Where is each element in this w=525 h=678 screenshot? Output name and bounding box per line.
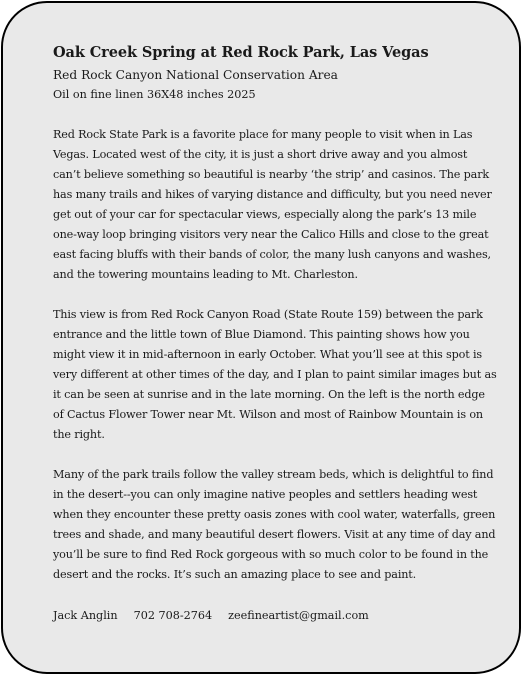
contact-line — [53, 606, 498, 626]
description-card — [1, 1, 521, 674]
paragraph-intro: Red Rock State Park is a favorite place for many people to visit when in Las Vegas. Located west of the city, it is just a short drive away and you almost can’t believe something so beautiful is nearby ‘the strip’ and casinos. The park has many trails and hikes of varying distance and difficulty, but you need never get out of your car for spectacular views, especially along the park’s 13 mile one-way loop bringing visitors very near the Calico Hills and close to the great east facing bluffs with their bands of color, the many lush canyons and washes, and the towering mountains leading to Mt. Charleston. — [53, 128, 492, 281]
card-content — [53, 43, 498, 626]
paragraph-trails: Many of the park trails follow the valley stream beds, which is delightful to find in the desert--you can only imagine native peoples and settlers heading west when they encounter these pretty oasis zones with cool water, waterfalls, green trees and shade, and many beautiful desert flowers. Visit at any time of day and you’ll be sure to find Red Rock gorgeous with so much color to be found in the desert and the rocks. It’s such an amazing place to see and paint. — [53, 468, 496, 581]
paragraph-view: This view is from Red Rock Canyon Road (State Route 159) between the park entrance and the little town of Blue Diamond. This painting shows how you might view it in mid-afternoon in early October. What you’ll see at this spot is very different at other times of the day, and I plan to paint similar images but as it can be seen at sunrise and in the late morning. On the left is the north edge of Cactus Flower Tower near Mt. Wilson and most of Rainbow Mountain is on the right. — [53, 308, 497, 441]
artist-name: Jack Anglin — [53, 609, 118, 622]
location-subtitle: Red Rock Canyon National Conservation Area — [53, 68, 338, 82]
artwork-title: Oak Creek Spring at Red Rock Park, Las Vegas — [53, 44, 429, 61]
email-address: zeefineartist@gmail.com — [228, 609, 369, 622]
phone-number: 702 708-2764 — [133, 609, 213, 622]
medium-dimensions: Oil on fine linen 36X48 inches 2025 — [53, 88, 256, 101]
